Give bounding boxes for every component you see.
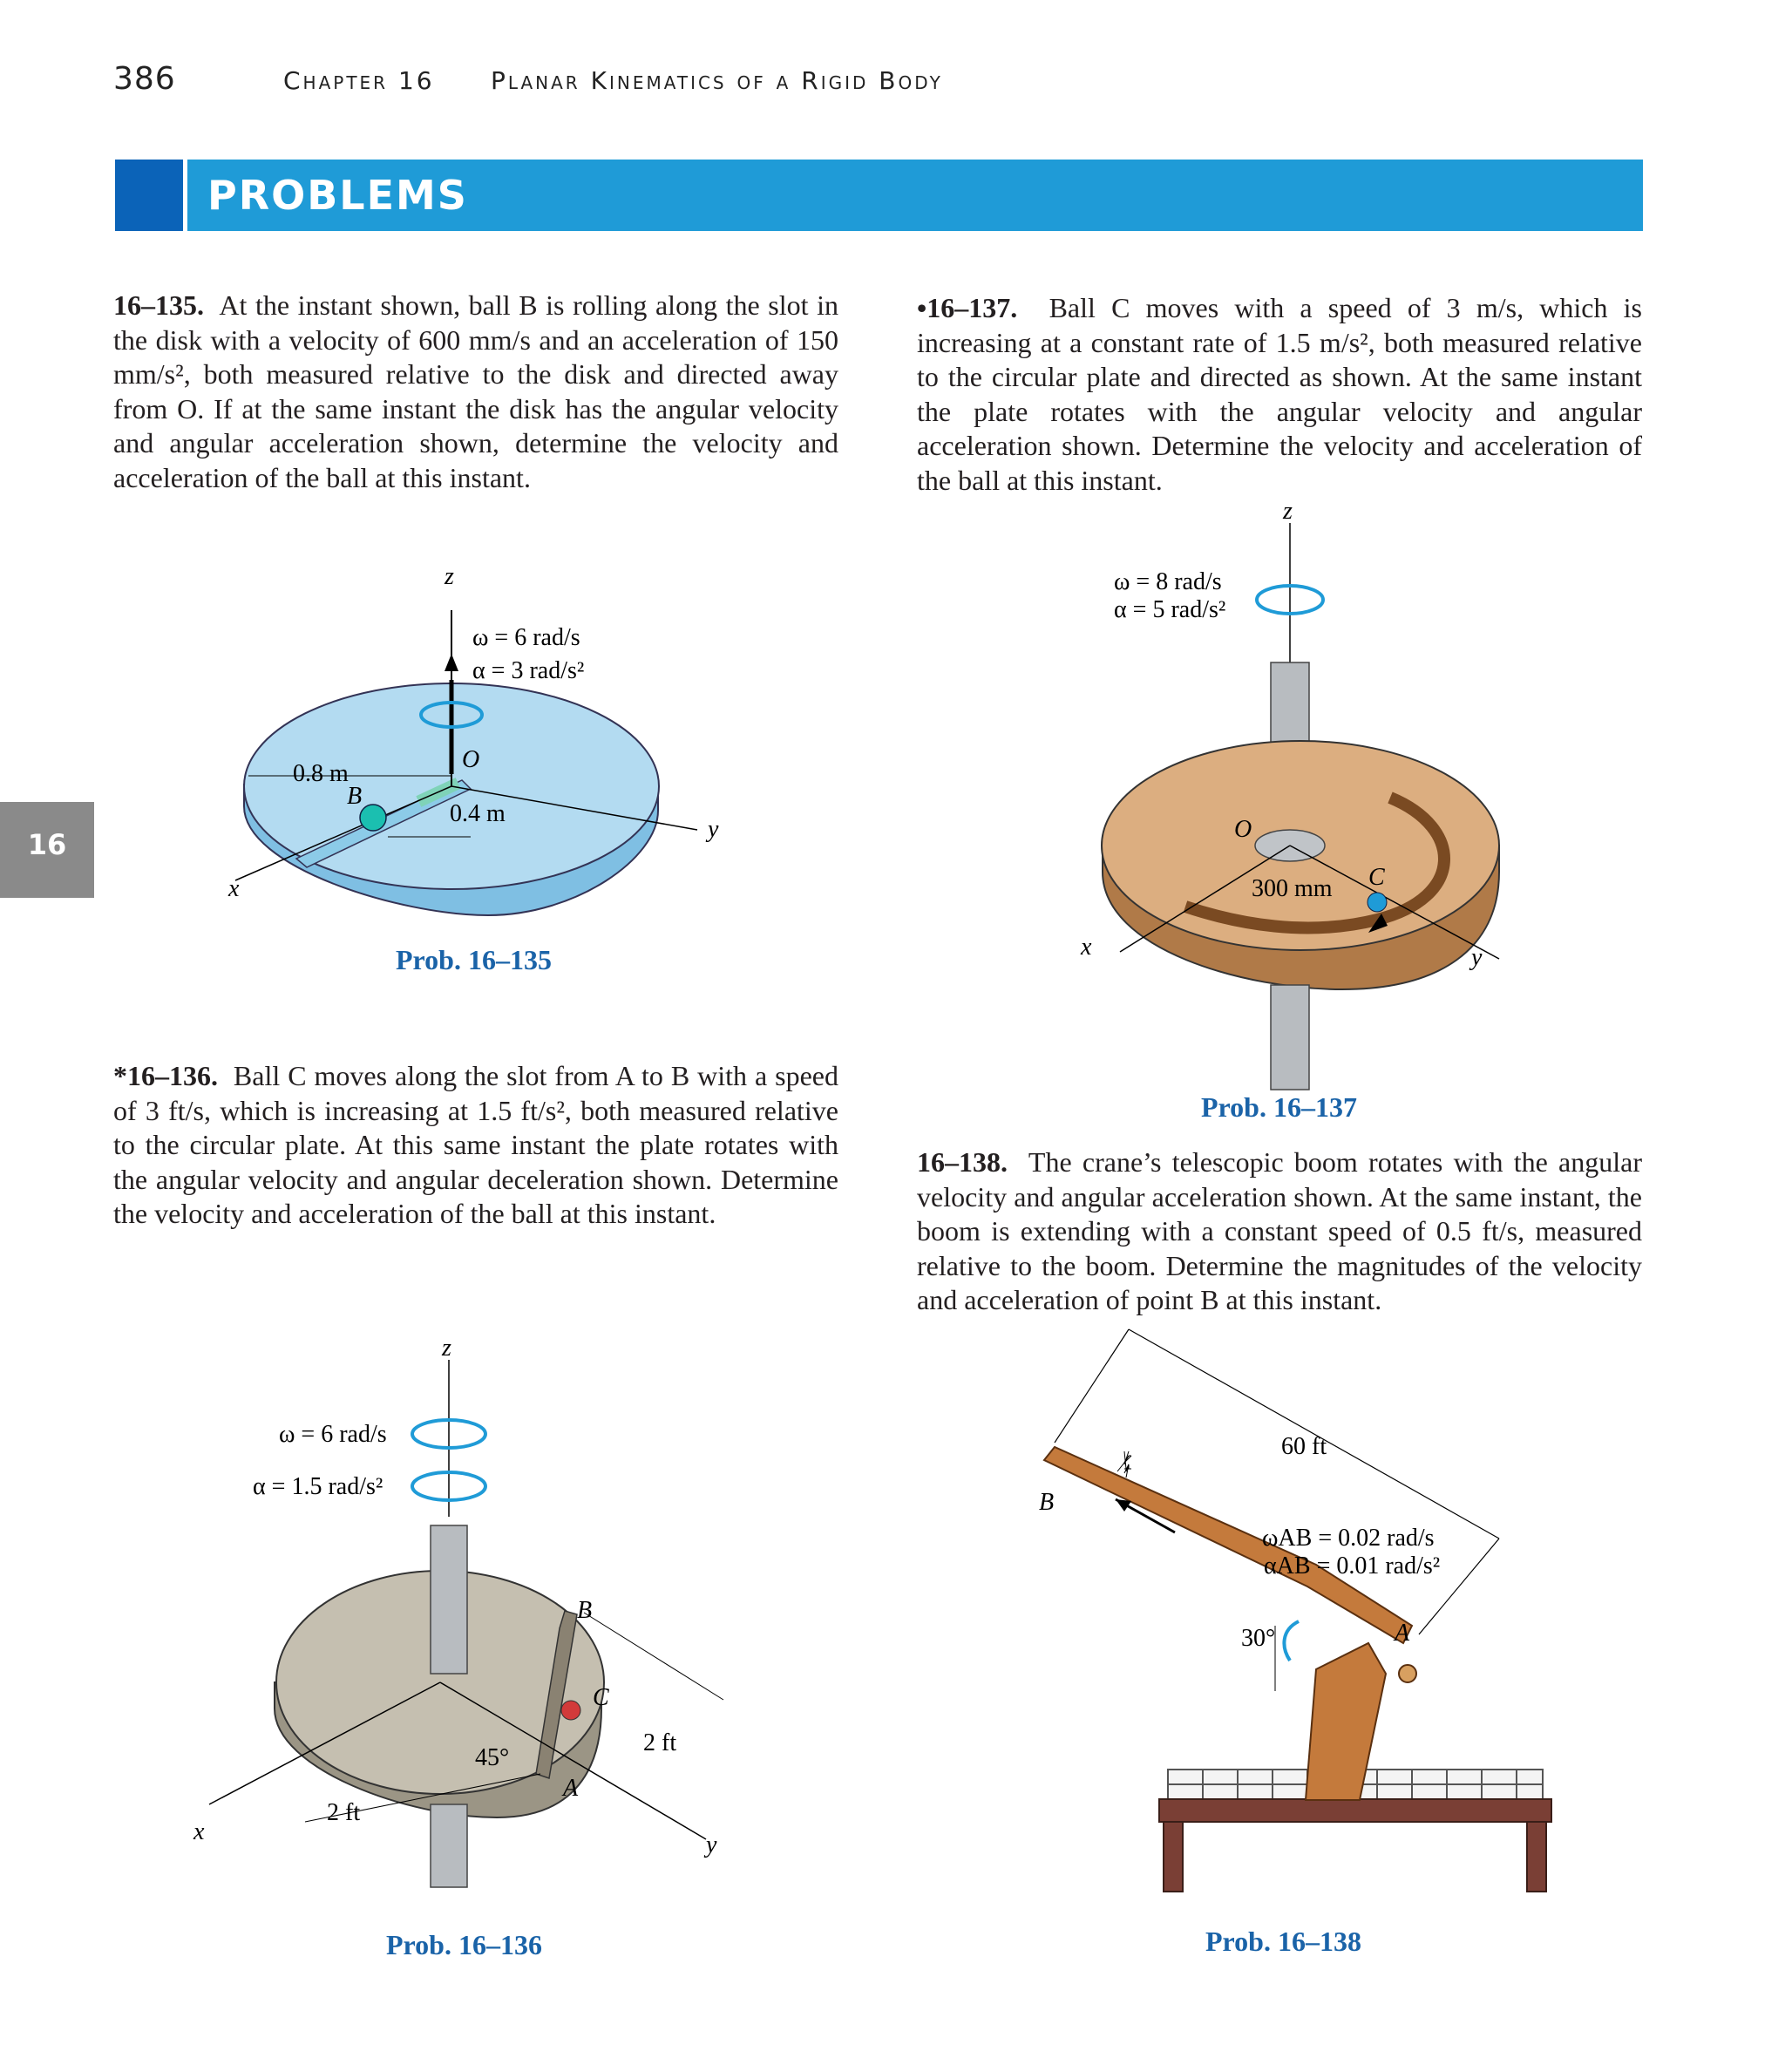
label-300mm: 300 mm [1252,875,1333,902]
problem-number: 16–135. [113,289,204,321]
label-y: y [708,816,719,843]
label-60ft: 60 ft [1281,1433,1327,1460]
problem-16-136 [113,1059,838,1232]
figure-16-135 [209,558,719,976]
caption-16-137: Prob. 16–137 [1201,1091,1357,1123]
label-x: x [1081,934,1092,961]
label-b: B [577,1597,593,1624]
section-title: PROBLEMS [207,172,468,219]
label-omega: ω = 8 rad/s [1114,568,1222,595]
label-2ft-b: 2 ft [643,1729,677,1756]
label-x: x [193,1818,205,1845]
chapter-side-tab-label: 16 [27,828,67,861]
chapter-title: Planar Kinematics of a Rigid Body [491,66,943,95]
label-c: C [1368,864,1385,891]
problem-16-138 [917,1145,1642,1318]
problem-text: Ball C moves with a speed of 3 m/s, which is increasing at a constant rate of 1.5 m/s², both measured relative to the circular plate and directed as shown. At the same instant the plate rotates with the angular velocity and angular acceleration shown. Determine the velocity and acceleration of the ball at this instant. [917,292,1643,496]
label-z: z [1283,498,1293,525]
label-a: A [563,1775,579,1802]
label-2ft-a: 2 ft [327,1799,361,1826]
figure-16-136 [183,1334,741,1892]
label-alpha-ab: αAB = 0.01 rad/s² [1264,1552,1441,1579]
caption-16-136: Prob. 16–136 [386,1929,542,1960]
label-z: z [442,1335,451,1362]
figure-16-137 [1081,497,1534,1098]
ball-b-icon [360,805,386,831]
label-30deg: 30° [1241,1625,1276,1652]
label-x: x [228,875,240,902]
label-0-4m: 0.4 m [450,800,506,827]
label-o: O [462,746,480,773]
label-z: z [445,563,454,590]
label-45deg: 45° [475,1744,510,1771]
problem-text: The crane’s telescopic boom rotates with the angular velocity and angular acceleration shown. At the same instant, the boom is extending with a constant speed of 0.5 ft/s, measured relative to the boom. Determine the magnitudes of the velocity and acceleration of point B at this instant. [917,1146,1643,1315]
angular-velocity-arrow-icon [445,654,458,671]
problem-number: •16–137. [917,292,1018,323]
label-omega-ab: ωAB = 0.02 rad/s [1262,1525,1435,1552]
figure-16-138 [1028,1325,1560,1892]
problem-16-135 [113,289,838,495]
caption-16-138: Prob. 16–138 [1205,1926,1361,1957]
problem-16-137 [917,291,1642,498]
problem-number: *16–136. [113,1060,218,1091]
chapter-label: Chapter 16 [283,66,435,95]
section-band-accent [115,160,183,231]
label-b: B [347,783,363,810]
ball-c-icon [561,1701,580,1720]
ball-c-icon [1368,893,1387,912]
label-b: B [1039,1489,1055,1516]
label-o: O [1234,816,1252,843]
label-a: A [1395,1620,1410,1647]
label-omega: ω = 6 rad/s [472,624,580,651]
label-y: y [706,1831,717,1858]
rotation-arrow-icon [1284,1621,1299,1661]
page-number: 386 [113,61,176,97]
label-c: C [593,1684,609,1711]
problem-text: Ball C moves along the slot from A to B with a speed of 3 ft/s, which is increasing at 1.5 ft/s², both measured relative to the circular plate. At this same instant the plate rotates with the angular velocity and angular deceleration shown. Determine the velocity and acceleration of the ball at this instant. [113,1060,839,1229]
label-alpha: α = 1.5 rad/s² [253,1473,383,1500]
label-alpha: α = 5 rad/s² [1114,596,1226,623]
problem-text: At the instant shown, ball B is rolling along the slot in the disk with a velocity of 600 mm/s and an acceleration of 150 mm/s², both measured relative to the disk and directed away from O. If at the same instant the disk has the angular velocity and angular acceleration shown, determine the velocity and acceleration of the ball at this instant. [113,289,839,493]
label-y: y [1471,944,1483,971]
problem-number: 16–138. [917,1146,1008,1178]
label-omega: ω = 6 rad/s [279,1421,387,1448]
label-0-8m: 0.8 m [293,760,349,787]
label-alpha: α = 3 rad/s² [472,657,585,684]
caption-16-135: Prob. 16–135 [396,944,552,975]
